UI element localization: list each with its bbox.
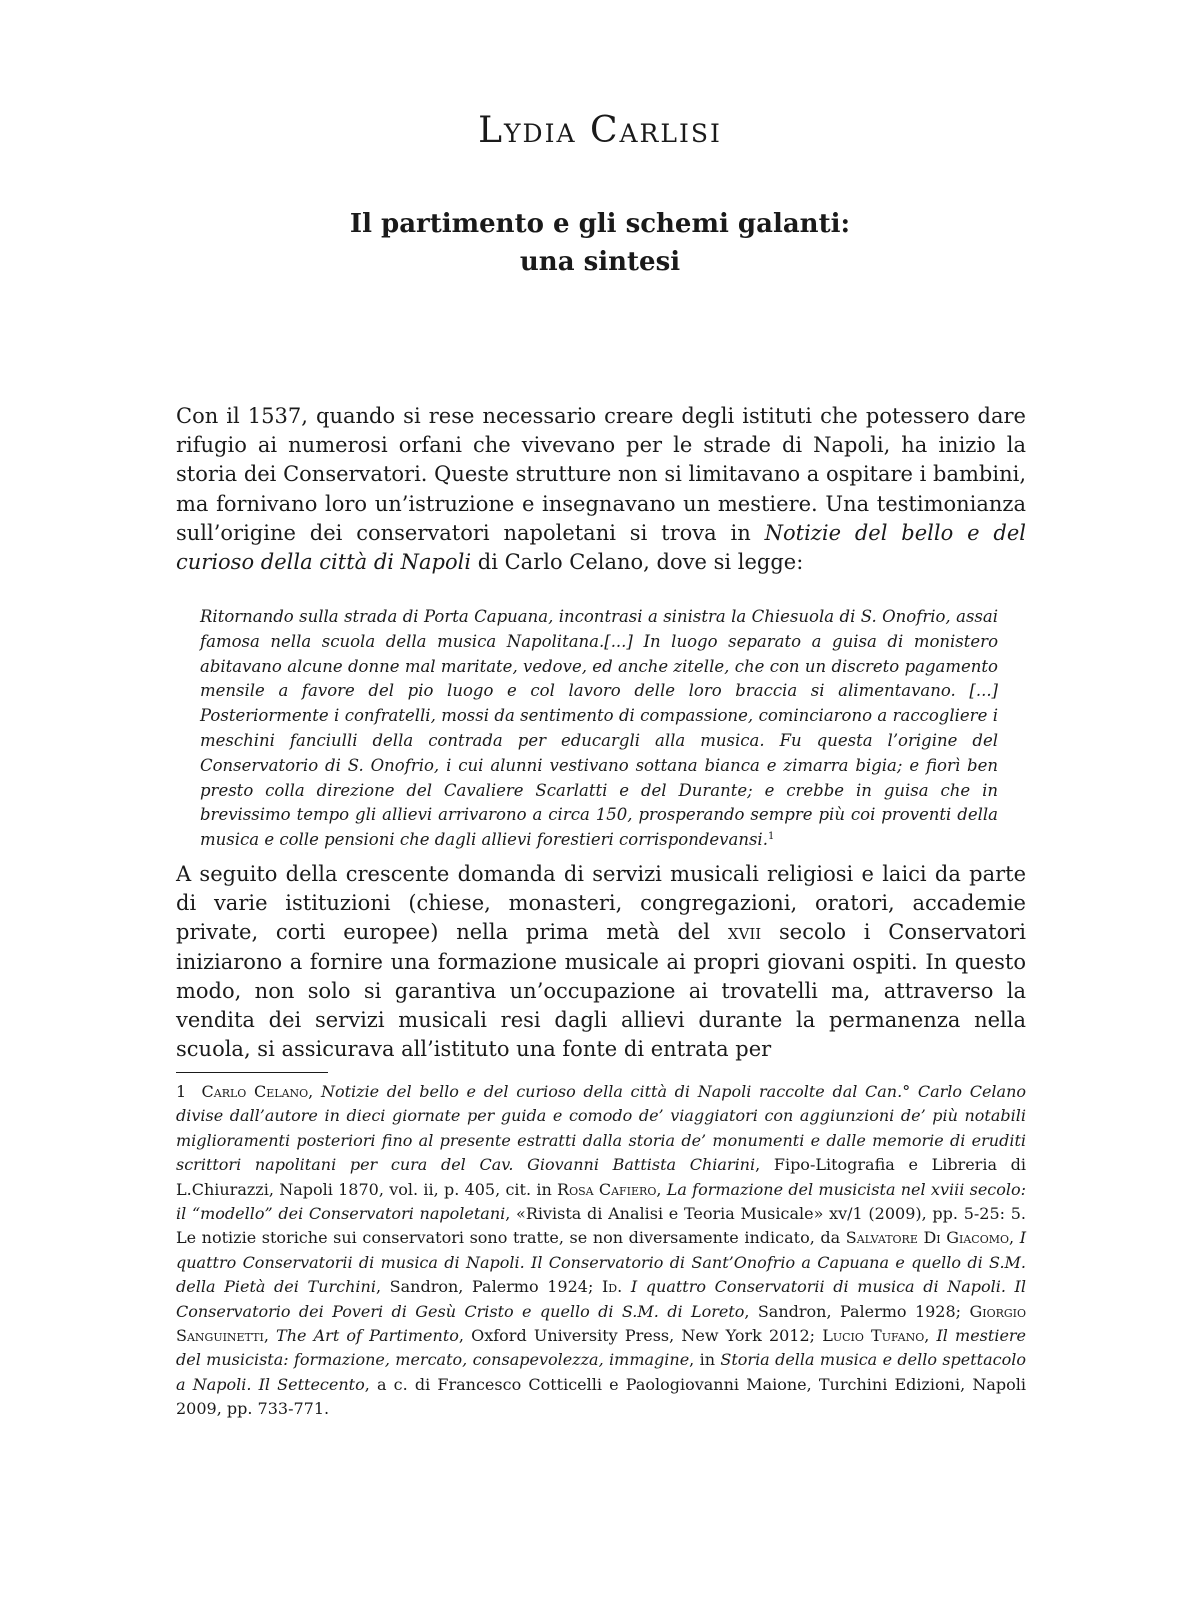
article-title — [0, 205, 1200, 281]
quote-text: Ritornando sulla strada di Porta Capuana, incontrasi a sinistra la Chiesuola di S. Onofrio, assai famosa nella scuola della musica Napolitana.[...] In luogo separato a guisa di monistero abitavano alcune donne mal maritate, vedove, ed anche zitelle, che con un discreto pagamento mensile a favore del pio luogo e col lavoro delle loro braccia si alimentavano. [...] Posteriormente i confratelli, mossi da sentimento di compassione, cominciarono a raccogliere i meschini fanciulli della contrada per educargli alla musica. Fu questa l’origine del Conservatorio di S. Onofrio, i cui alunni vestivano sottana bianca e zimarra bigia; e fiorì ben presto colla direzione del Cavaliere Scarlatti e del Durante; e crebbe in guisa che in brevissimo tempo gli allievi arrivarono a circa 150, prosperando sempre più coi proventi della musica e colle pensioni che dagli allievi forestieri corrispondevansi. — [200, 607, 998, 850]
footnote-segment: , Sandron, Palermo 1928; — [744, 1301, 970, 1321]
footnote-segment: Rosa Cafiero — [557, 1179, 657, 1199]
paragraph-1-text-before: Con il 1537, quando si rese necessario creare degli istituti che potessero dare rifugio ai numerosi orfani che vivevano per le strade di Napoli, ha inizio la storia dei Conservatori. Queste strutture non si limitavano a ospitare i bambini, ma fornivano loro un’istruzione e insegnavano un mestiere. Una testimonianza sull’origine dei conservatori napoletani si trova in — [176, 404, 1026, 545]
footnote-segment: , «Rivista di Analisi e Teoria Musicale» xv/1 (2009), pp. 5-25: 5. Le notizie storiche sui conservatori sono tratte, se non diversamente indicato, da — [176, 1204, 1026, 1248]
author-name: Lydia Carlisi — [478, 110, 722, 151]
footnote-number: 1 — [176, 1082, 187, 1101]
title-line-1: Il partimento e gli schemi galanti: — [349, 209, 851, 239]
footnote-segment: The Art of Partimento — [276, 1326, 459, 1346]
footnote-separator — [176, 1072, 328, 1073]
body-paragraph-1 — [176, 402, 1026, 577]
footnote-segment: Id. — [601, 1277, 623, 1297]
footnote-reference[interactable]: 1 — [767, 831, 775, 843]
paragraph-1-text-after: di Carlo Celano, dove si legge: — [477, 550, 804, 575]
paragraph-2-text-before: A seguito della crescente domanda di servizi musicali religiosi e laici da parte di varie istituzioni (chiese, monasteri, congregazioni, oratori, accademie private, corti europee) nella prima metà del — [176, 862, 1026, 945]
footnote-segment: , — [263, 1326, 277, 1346]
footnote-segment: , — [308, 1082, 321, 1101]
body-paragraph-2 — [176, 860, 1026, 1064]
footnote-segment — [622, 1277, 631, 1296]
footnote-segment: I quattro Conservatorii di musica di Napoli. Il Conservatorio di Sant’Onofrio a Capuana e quello di S.M. della Pietà dei Turchini — [176, 1228, 1027, 1297]
footnote-segment: Notizie del bello e del curioso della città di Napoli raccolte dal Can.° Carlo Celano divise dall’autore in dieci giornate per guida e comodo de’ viaggiatori con aggiunzioni de’ più notabili miglioramenti posteriori fino al presente estratti dalla storia de’ monumenti e dalle memorie di eruditi scrittori napolitani per cura del Cav. Giovanni Battista Chiarini — [176, 1082, 1027, 1175]
footnote-segment: Lucio Tufano — [822, 1326, 925, 1346]
block-quote — [200, 605, 998, 853]
footnote-segment: Salvatore Di Giacomo — [845, 1228, 1009, 1248]
footnote-segment: , — [924, 1326, 937, 1346]
footnote-segment: , Fipo-Litografia e Libreria di L.Chiurazzi, Napoli 1870, vol. ii, p. 405, cit. in — [176, 1155, 1026, 1199]
century-numeral: xvii — [727, 920, 762, 945]
footnote-segment: I quattro Conservatorii di musica di Napoli. Il Conservatorio dei Poveri di Gesù Cristo e quello di S.M. di Loreto — [176, 1277, 1026, 1321]
footnote-segment: Giorgio Sanguinetti — [176, 1301, 1027, 1346]
footnote — [176, 1080, 1026, 1422]
footnote-segment: La formazione del musicista nel xviii secolo: il “modello” dei Conservatori napoletani — [176, 1179, 1027, 1224]
footnote-segment: , Oxford University Press, New York 2012; — [458, 1326, 823, 1346]
cited-work-title: Notizie del bello e del curioso della città di Napoli — [176, 520, 1026, 575]
paragraph-2-text-after: secolo i Conservatori iniziarono a fornire una formazione musicale ai propri giovani ospiti. In questo modo, non solo si garantiva un’occupazione ai trovatelli ma, attraverso la vendita dei servizi musicali resi dagli allievi durante la permanenza nella scuola, si assicurava all’istituto una fonte di entrata per — [176, 920, 1026, 1062]
footnote-segment: , — [656, 1179, 667, 1199]
title-line-2: una sintesi — [519, 247, 681, 277]
footnote-segment: , a c. di Francesco Cotticelli e Paologiovanni Maione, Turchini Edizioni, Napoli 2009, pp. 733-771. — [176, 1374, 1026, 1419]
footnote-segment: Carlo Celano — [201, 1082, 309, 1101]
footnote-segment: , Sandron, Palermo 1924; — [375, 1277, 602, 1297]
footnote-segment: , — [1009, 1228, 1020, 1248]
footnote-segment: Storia della musica e dello spettacolo a Napoli. Il Settecento — [176, 1350, 1026, 1394]
footnote-segment: , in — [689, 1350, 721, 1370]
footnote-segment: Il mestiere del musicista: formazione, mercato, consapevolezza, immagine — [176, 1326, 1027, 1370]
